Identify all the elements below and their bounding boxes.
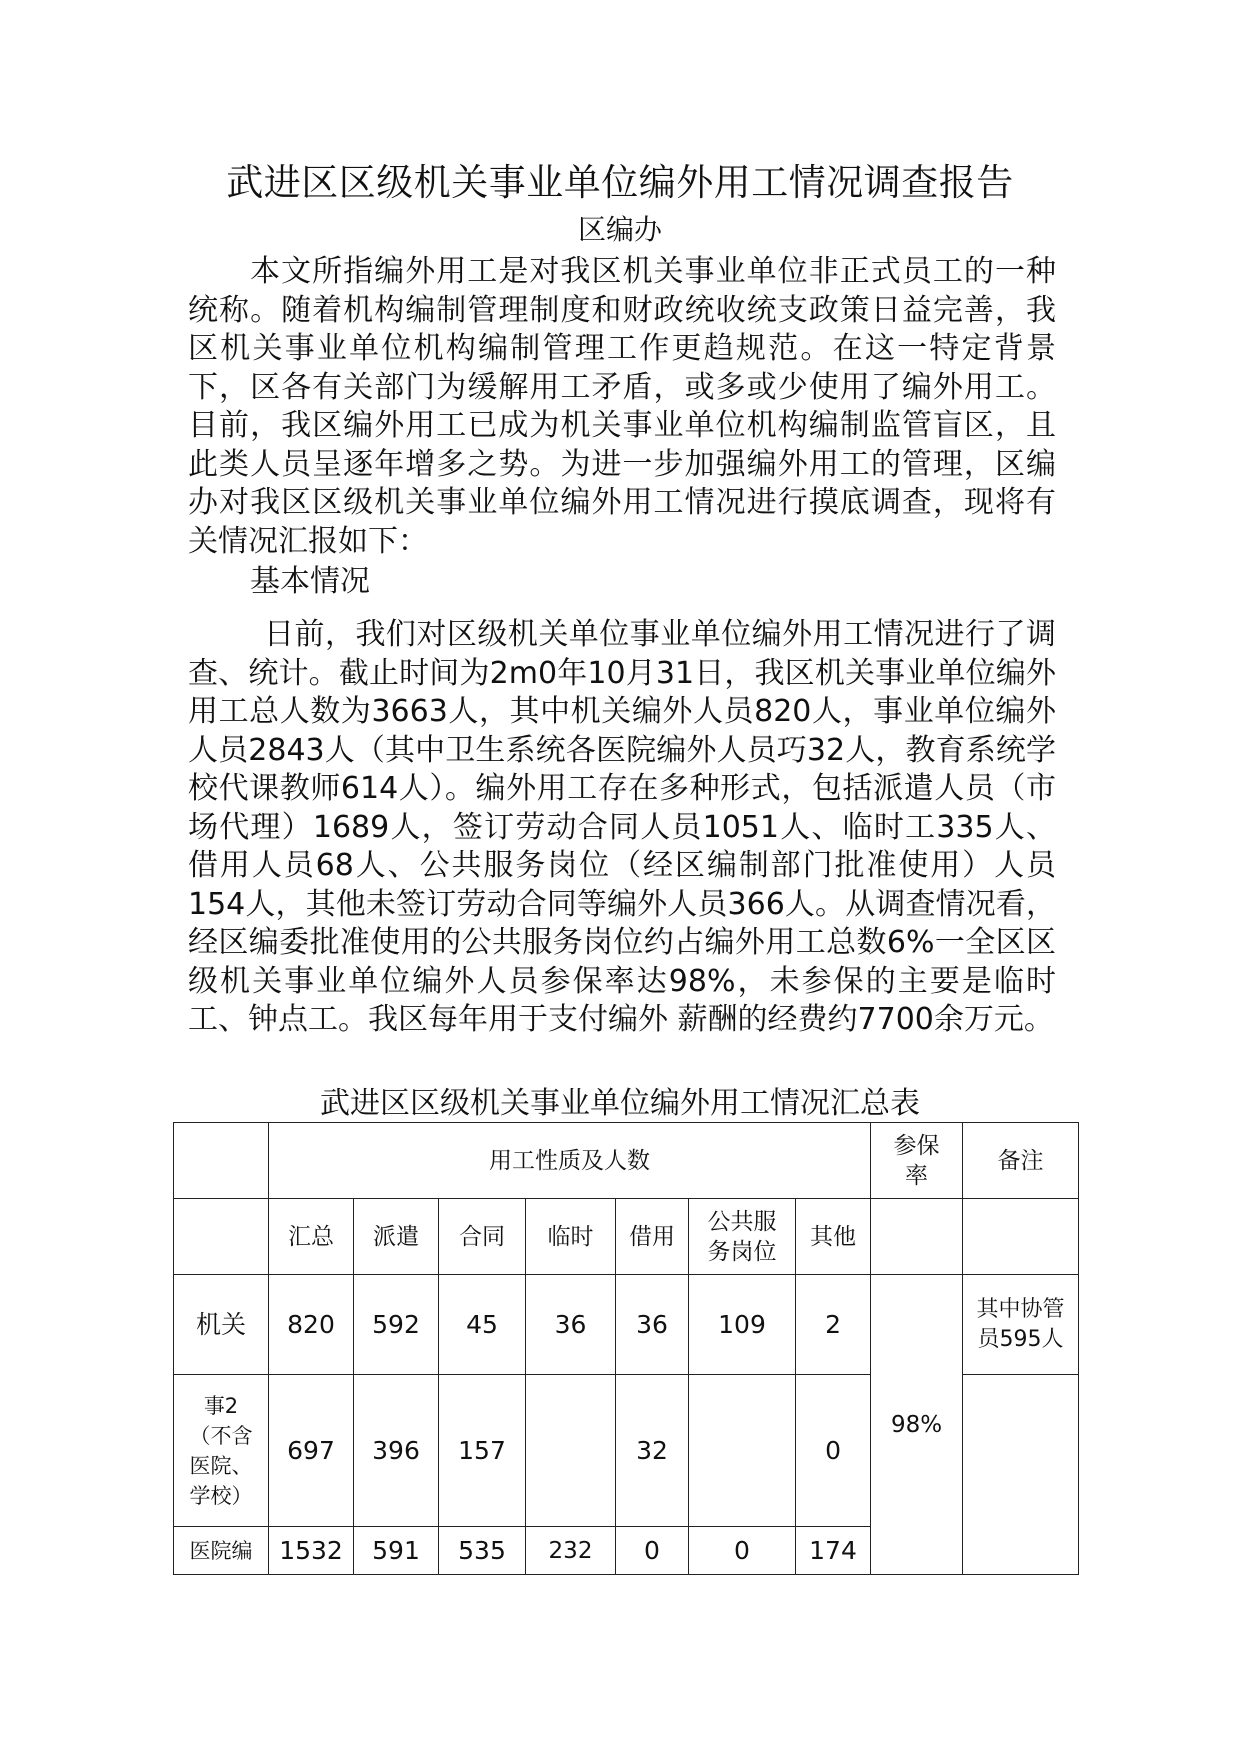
row-label: 医院编: [174, 1527, 269, 1575]
table-cell: 45: [439, 1275, 526, 1375]
table-cell: 2: [796, 1275, 871, 1375]
table-cell: [526, 1375, 616, 1527]
column-header: 其他: [796, 1199, 871, 1275]
row-label: 事2（不含医院、学校）: [174, 1375, 269, 1527]
table-title: 武进区区级机关事业单位编外用工情况汇总表: [320, 1086, 920, 1121]
column-header: 派遣: [354, 1199, 439, 1275]
table-cell: 174: [796, 1527, 871, 1575]
basic-paragraph: 日前，我们对区级机关单位事业单位编外用工情况进行了调查、统计。截止时间为2m0年10月31日，我区机关事业单位编外用工总人数为3663人，其中机关编外人员820人，事业单位编外人员2843人（其中卫生系统各医院编外人员巧32人，教育系统学校代课教师614人）。编外用工存在多种形式，包括派遣人员（市场代理）1689人，签订劳动合同人员1051人、临时工335人、借用人员68人、公共服务岗位（经区编制部门批准使用）人员154人，其他未签订劳动合同等编外人员366人。从调查情况看，经区编委批准使用的公共服务岗位约占编外用工总数6%一全区区级机关事业单位编外人员参保率达98%，未参保的主要是临时工、钟点工。我区每年用于支付编外 薪酬的经费约7700余万元。: [188, 617, 1056, 1037]
document-author: 区编办: [577, 213, 662, 246]
header-insurance-cell: 参保率: [871, 1123, 963, 1199]
column-header: 公共服务岗位: [689, 1199, 796, 1275]
row-label: 机关: [174, 1275, 269, 1375]
document-title: 武进区区级机关事业单位编外用工情况调查报告: [226, 161, 1014, 204]
table-cell: 1532: [269, 1527, 354, 1575]
table-header-row-1: [174, 1123, 1079, 1199]
table-cell: 535: [439, 1527, 526, 1575]
table-cell: 0: [796, 1375, 871, 1527]
column-header: 汇总: [269, 1199, 354, 1275]
column-header: 临时: [526, 1199, 616, 1275]
header-remarks-cell: 备注: [963, 1123, 1079, 1199]
table-cell: 36: [616, 1275, 689, 1375]
table-cell: 232: [526, 1527, 616, 1575]
remark-cell: [963, 1375, 1079, 1575]
header-blank-cell: [871, 1199, 963, 1275]
table-cell: 157: [439, 1375, 526, 1527]
table-cell: 820: [269, 1275, 354, 1375]
insurance-rate-cell: 98%: [871, 1275, 963, 1575]
header-corner-cell: [174, 1123, 269, 1199]
section-heading: 基本情况: [250, 564, 370, 599]
table-cell: 592: [354, 1275, 439, 1375]
table-cell: 0: [689, 1527, 796, 1575]
header-blank-cell: [963, 1199, 1079, 1275]
column-header: 借用: [616, 1199, 689, 1275]
header-blank-cell: [174, 1199, 269, 1275]
table-header-row-2: [174, 1199, 1079, 1275]
intro-paragraph: 本文所指编外用工是对我区机关事业单位非正式员工的一种统称。随着机构编制管理制度和财政统收统支政策日益完善，我区机关事业单位机构编制管理工作更趋规范。在这一特定背景下，区各有关部门为缓解用工矛盾，或多或少使用了编外用工。目前，我区编外用工已成为机关事业单位机构编制监管盲区，且此类人员呈逐年增多之势。为进一步加强编外用工的管理，区编办对我区区级机关事业单位编外用工情况进行摸底调查，现将有关情况汇报如下：: [188, 254, 1056, 559]
table-cell: [689, 1375, 796, 1527]
header-group-cell: 用工性质及人数: [269, 1123, 871, 1199]
table-cell: 591: [354, 1527, 439, 1575]
table-cell: 36: [526, 1275, 616, 1375]
table-cell: 0: [616, 1527, 689, 1575]
table-cell: 697: [269, 1375, 354, 1527]
remark-cell: 其中协管员595人: [963, 1275, 1079, 1375]
table-cell: 32: [616, 1375, 689, 1527]
table-row: [174, 1275, 1079, 1375]
table-cell: 396: [354, 1375, 439, 1527]
summary-table: [173, 1122, 1079, 1575]
column-header: 合同: [439, 1199, 526, 1275]
table-cell: 109: [689, 1275, 796, 1375]
